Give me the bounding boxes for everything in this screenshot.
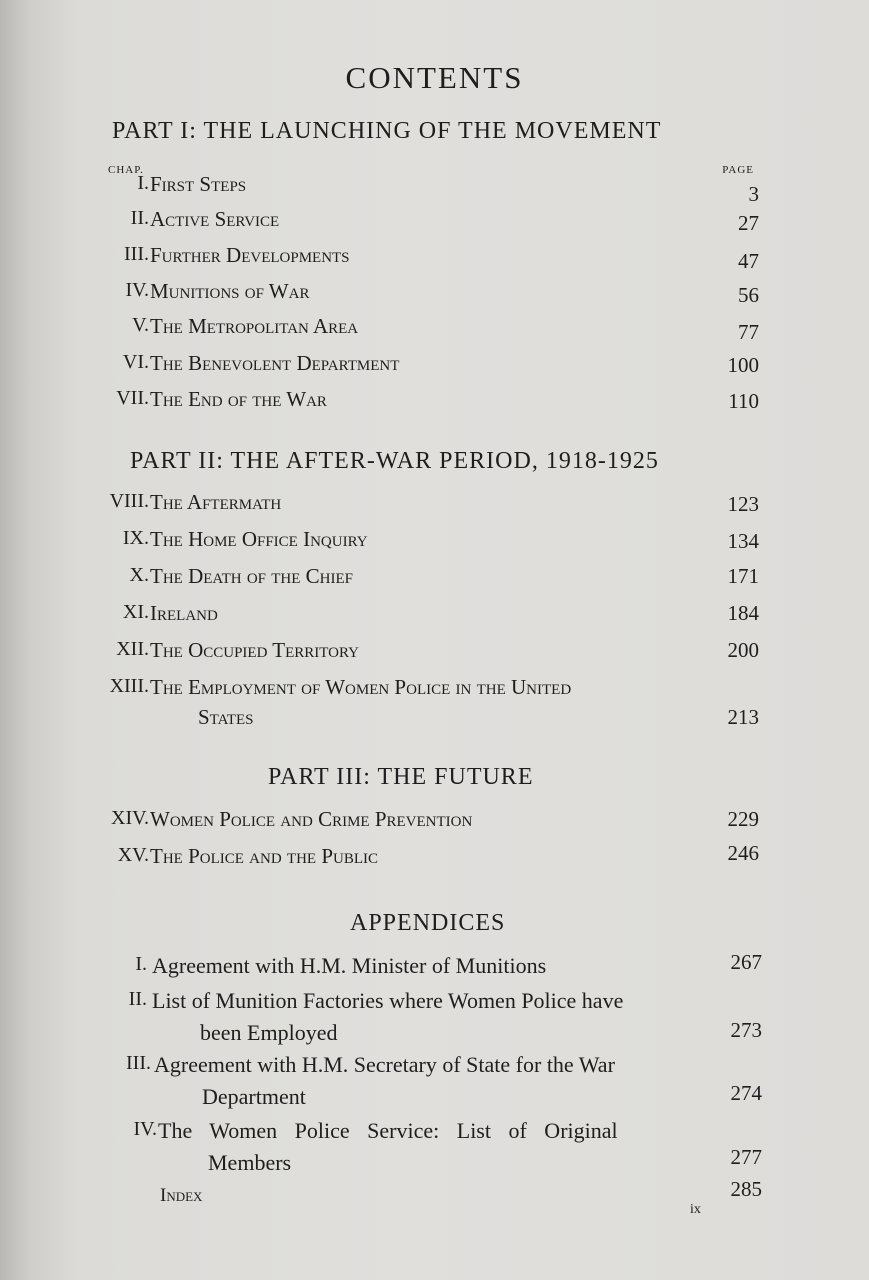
appendix-entry <box>0 1052 869 1114</box>
page-number: 3 <box>748 182 759 206</box>
page-number: 134 <box>727 529 759 553</box>
toc-entry <box>0 638 869 668</box>
toc-entry <box>0 243 869 273</box>
chapter-title: Ireland <box>150 601 218 625</box>
chapter-title-continued: States <box>198 705 254 729</box>
page-number: 171 <box>727 564 759 588</box>
chapter-title: Active Service <box>150 207 280 231</box>
chapter-title: Further Developments <box>150 243 350 267</box>
page-number: 267 <box>730 950 762 974</box>
part2-heading: PART II: THE AFTER-WAR PERIOD, 1918-1925 <box>130 448 659 474</box>
part3-heading: PART III: THE FUTURE <box>268 764 534 790</box>
appendix-entry <box>0 950 869 983</box>
appendix-title-continued: Members <box>208 1150 292 1175</box>
chapter-title: Women Police and Crime Prevention <box>150 807 473 831</box>
chapter-number: XV. <box>117 844 149 866</box>
chapter-number: V. <box>132 314 149 336</box>
chapter-title: Munitions of War <box>150 279 310 303</box>
chapter-title: The Police and the Public <box>150 844 378 868</box>
chapter-number: III. <box>124 243 149 265</box>
page-column-label: PAGE <box>722 164 754 176</box>
page-number: 213 <box>727 705 759 729</box>
appendix-entry <box>0 988 869 1050</box>
appendix-number: IV. <box>133 1118 157 1140</box>
page-number: 100 <box>727 353 759 377</box>
page-number: 77 <box>738 320 759 344</box>
chapter-number: XI. <box>122 601 149 623</box>
toc-entry <box>0 387 869 417</box>
toc-entry <box>0 279 869 309</box>
chapter-number: IV. <box>125 279 149 301</box>
toc-entry <box>0 314 869 344</box>
page-number: 184 <box>727 601 759 625</box>
chapter-title: The Employment of Women Police in the United <box>150 675 572 699</box>
toc-entry <box>0 207 869 237</box>
page-number: 229 <box>727 807 759 831</box>
chapter-number: I. <box>137 172 149 194</box>
page-title: CONTENTS <box>345 60 524 95</box>
chapter-number: XII. <box>116 638 149 660</box>
toc-entry <box>0 172 869 206</box>
index-label: Index <box>160 1185 203 1206</box>
chapter-number: VI. <box>122 351 149 373</box>
chapter-title: The Occupied Territory <box>150 638 360 662</box>
chapter-title: The Home Office Inquiry <box>150 527 368 551</box>
chapter-number: VII. <box>116 387 149 409</box>
chapter-title: The End of the War <box>150 387 327 411</box>
chap-column-label: CHAP. <box>108 164 144 176</box>
appendix-title: List of Munition Factories where Women Police have <box>152 988 624 1013</box>
chapter-number: XIII. <box>109 675 149 697</box>
appendix-entry <box>0 1118 869 1180</box>
chapter-title: The Metropolitan Area <box>150 314 359 338</box>
chapter-number: X. <box>129 564 149 586</box>
chapter-number: IX. <box>122 527 149 549</box>
chapter-title: The Aftermath <box>150 490 282 514</box>
chapter-number: XIV. <box>111 807 149 829</box>
toc-entry <box>0 841 869 874</box>
page-number: 273 <box>730 1018 762 1042</box>
page-number: 200 <box>727 638 759 662</box>
page-number: 277 <box>730 1145 762 1169</box>
page-number: 274 <box>730 1081 762 1105</box>
toc-entry <box>0 675 869 735</box>
appendix-title: Agreement with H.M. Minister of Munitions <box>152 953 547 978</box>
appendix-title: Agreement with H.M. Secretary of State for the War <box>154 1052 615 1077</box>
chapter-title: The Death of the Chief <box>150 564 353 588</box>
toc-entry <box>0 351 869 381</box>
chapter-title: The Benevolent Department <box>150 351 400 375</box>
chapter-number: VIII. <box>109 490 149 512</box>
chapter-title: First Steps <box>150 172 247 196</box>
page-folio: ix <box>690 1202 701 1217</box>
part1-heading: PART I: THE LAUNCHING OF THE MOVEMENT <box>112 118 662 144</box>
appendix-title-continued: Department <box>202 1084 306 1109</box>
appendices-heading: APPENDICES <box>350 910 506 936</box>
toc-entry <box>0 564 869 594</box>
appendix-number: III. <box>126 1052 151 1074</box>
page-number: 285 <box>730 1177 762 1201</box>
toc-entry <box>0 527 869 557</box>
toc-entry <box>0 601 869 631</box>
page-number: 27 <box>738 211 759 235</box>
index-entry <box>0 1177 869 1213</box>
chapter-number: II. <box>130 207 149 229</box>
toc-entry <box>0 807 869 837</box>
toc-entry <box>0 490 869 520</box>
page-number: 246 <box>727 841 759 865</box>
page-number: 56 <box>738 283 759 307</box>
appendix-number: I. <box>135 953 147 975</box>
page-number: 110 <box>728 389 759 413</box>
page-number: 47 <box>738 249 759 273</box>
appendix-title-continued: been Employed <box>200 1020 338 1045</box>
appendix-number: II. <box>128 988 147 1010</box>
page-number: 123 <box>727 492 759 516</box>
appendix-title: The Women Police Service: List of Original <box>158 1118 618 1143</box>
